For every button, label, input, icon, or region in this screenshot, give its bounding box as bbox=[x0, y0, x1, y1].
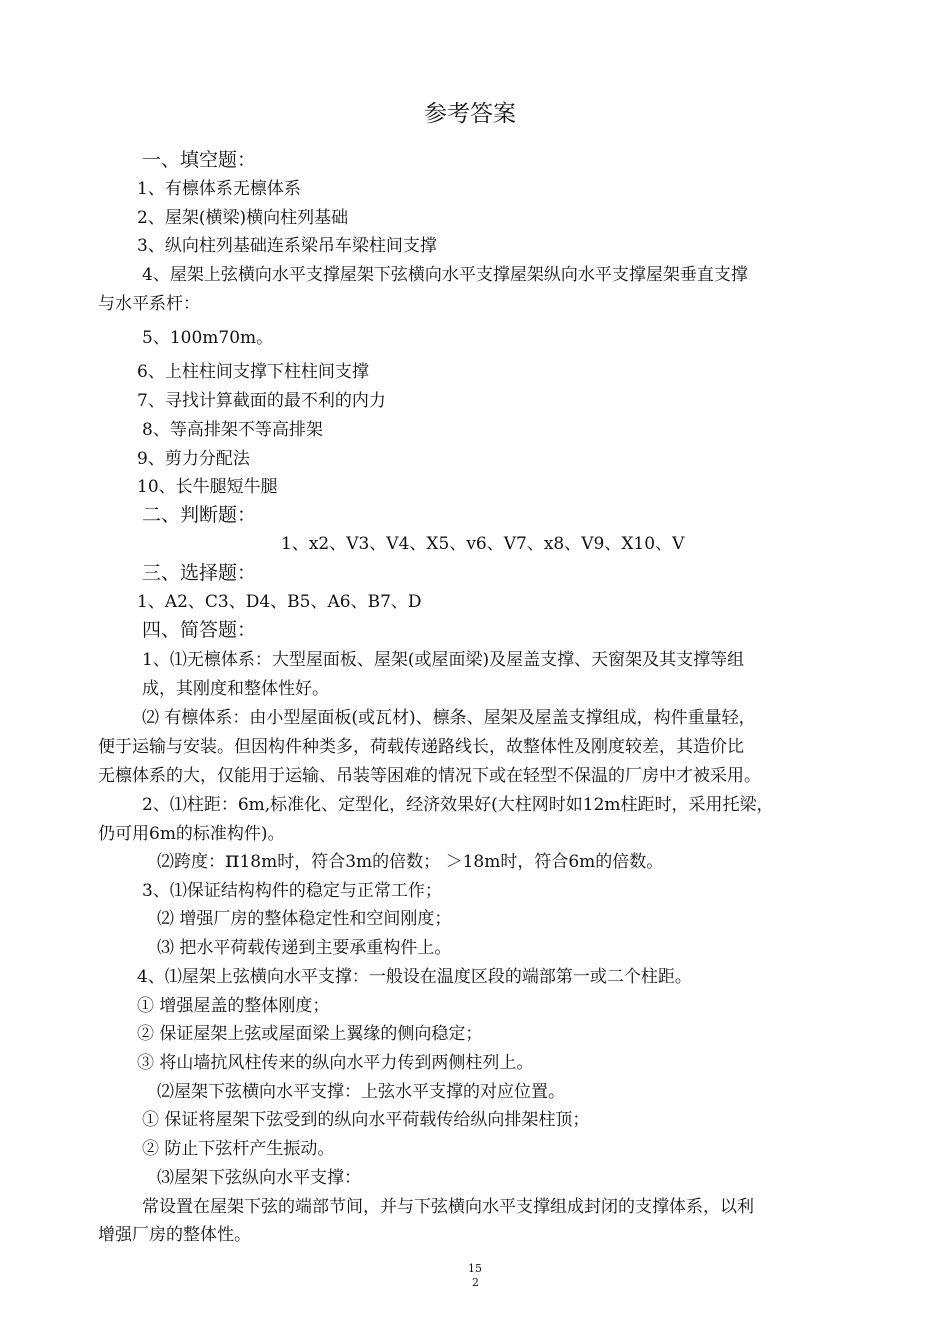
short-answer-line: 常设置在屋架下弦的端部节间，并与下弦横向水平支撑组成封闭的支撑体系，以利 bbox=[142, 1197, 754, 1217]
short-answer-line: ⑶ 把水平荷载传递到主要承重构件上。 bbox=[157, 938, 452, 958]
short-answer-line: ⑵屋架下弦横向水平支撑：上弦水平支撑的对应位置。 bbox=[157, 1082, 565, 1102]
judge-answers: 1、x2、V3、V4、X5、v6、V7、x8、V9、X10、V bbox=[281, 534, 685, 554]
span-answer-line bbox=[157, 849, 663, 874]
short-answer-line: ③ 将山墙抗风柱传来的纵向水平力传到两侧柱列上。 bbox=[137, 1053, 534, 1073]
fill-item: 8、等高排架不等高排架 bbox=[142, 420, 323, 440]
pi-symbol: π bbox=[225, 848, 240, 873]
fill-item: 2、屋架(横梁)横向柱列基础 bbox=[137, 208, 349, 228]
short-answer-line: 增强厂房的整体性。 bbox=[98, 1225, 251, 1245]
short-answer-line: ⑵ 增强厂房的整体稳定性和空间刚度； bbox=[157, 909, 452, 929]
span-rule-upper: 时，符合6m的倍数。 bbox=[500, 852, 664, 872]
span-rule-lower: 时，符合3m的倍数； bbox=[277, 852, 441, 872]
fill-item: 7、寻找计算截面的最不利的内力 bbox=[137, 391, 386, 411]
short-answer-line: ⑵ 有檩体系：由小型屋面板(或瓦材)、檩条、屋架及屋盖支撑组成，构件重量轻， bbox=[142, 708, 756, 728]
short-answer-line: ② 防止下弦杆产生振动。 bbox=[142, 1139, 335, 1159]
fill-item-continued: 与水平系杆： bbox=[98, 294, 200, 314]
section-heading-judge: 二、判断题： bbox=[142, 504, 257, 526]
short-answer-line: 便于运输与安装。但因构件种类多，荷载传递路线长，故整体性及刚度较差，其造价比 bbox=[98, 737, 744, 757]
section-heading-choice: 三、选择题： bbox=[142, 562, 257, 584]
span-value-upper: ＞18m bbox=[445, 852, 501, 872]
short-answer-line: 4、⑴屋架上弦横向水平支撑：一般设在温度区段的端部第一或二个柱距。 bbox=[137, 967, 692, 987]
short-answer-line: 成，其刚度和整体性好。 bbox=[142, 679, 329, 699]
short-answer-line: ① 保证将屋架下弦受到的纵向水平荷载传给纵向排架柱顶； bbox=[142, 1110, 590, 1130]
span-label: ⑵跨度： bbox=[157, 852, 225, 872]
page-number: 15 bbox=[468, 1262, 482, 1275]
short-answer-line: 3、⑴保证结构构件的稳定与正常工作； bbox=[142, 881, 442, 901]
fill-item: 10、长牛腿短牛腿 bbox=[137, 477, 278, 497]
short-answer-line: 仍可用6m的标准构件)。 bbox=[98, 824, 285, 844]
short-answer-line: ⑶屋架下弦纵向水平支撑： bbox=[157, 1168, 361, 1188]
section-heading-fill: 一、填空题： bbox=[142, 149, 257, 171]
fill-item: 9、剪力分配法 bbox=[137, 449, 250, 469]
choice-answers: 1、A2、C3、D4、B5、A6、B7、D bbox=[137, 592, 422, 612]
fill-item: 5、100m70m。 bbox=[142, 328, 274, 348]
short-answer-line: ① 增强屋盖的整体刚度； bbox=[137, 996, 330, 1016]
short-answer-line: 1、⑴无檩体系：大型屋面板、屋架(或屋面梁)及屋盖支撑、天窗架及其支撑等组 bbox=[142, 650, 745, 670]
fill-item: 6、上柱柱间支撑下柱柱间支撑 bbox=[137, 362, 369, 382]
fill-item: 1、有檩体系无檩体系 bbox=[137, 179, 301, 199]
span-value-lower: 18m bbox=[239, 852, 278, 872]
section-heading-short: 四、简答题： bbox=[142, 619, 257, 641]
page-title: 参考答案 bbox=[424, 101, 516, 127]
page-number-sub: 2 bbox=[472, 1276, 479, 1289]
short-answer-line: 2、⑴柱距：6m,标准化、定型化，经济效果好(大柱网时如12m柱距时，采用托梁， bbox=[142, 795, 774, 815]
short-answer-line: ② 保证屋架上弦或屋面梁上翼缘的侧向稳定； bbox=[137, 1024, 483, 1044]
fill-item: 4、屋架上弦横向水平支撑屋架下弦横向水平支撑屋架纵向水平支撑屋架垂直支撑 bbox=[142, 265, 748, 285]
fill-item: 3、纵向柱列基础连系梁吊车梁柱间支撑 bbox=[137, 236, 437, 256]
short-answer-line: 无檩体系的大，仅能用于运输、吊装等困难的情况下或在轻型不保温的厂房中才被采用。 bbox=[98, 766, 761, 786]
